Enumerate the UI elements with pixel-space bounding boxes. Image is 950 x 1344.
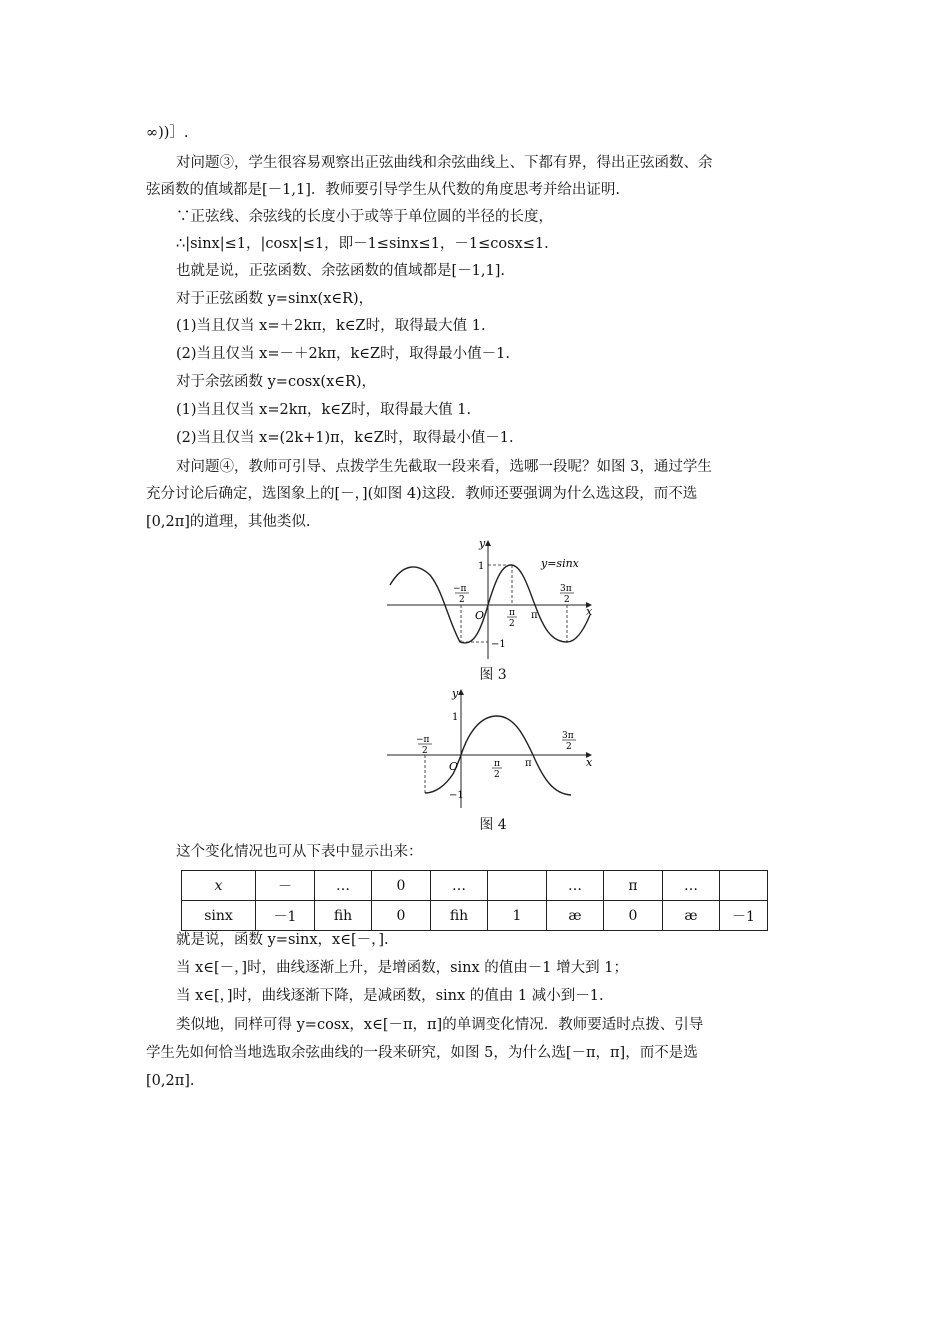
tick-one: 1 xyxy=(478,561,485,572)
tick-neg-one: −1 xyxy=(449,790,464,801)
text-line: 也就是说，正弦函数、余弦函数的值域都是[－1,1]. xyxy=(176,263,505,279)
text-line: 对于正弦函数 y=sinx(x∈R)， xyxy=(176,291,374,307)
table-cell: æ xyxy=(547,901,604,931)
tick-three-half-pi-den: 2 xyxy=(564,595,570,605)
x-axis-label: x xyxy=(586,756,593,769)
table-cell: 0 xyxy=(604,901,663,931)
text-line: 类似地，同样可得 y=cosx，x∈[－π，π]的单调变化情况．教师要适时点拨、引导 xyxy=(176,1017,704,1033)
text-line: (2)当且仅当 x=－＋2kπ，k∈Z时，取得最小值－1. xyxy=(176,346,510,362)
text-line: ∞))］. xyxy=(146,125,189,141)
table-cell: … xyxy=(663,871,720,901)
text-line: (1)当且仅当 x=＋2kπ，k∈Z时，取得最大值 1. xyxy=(176,318,486,334)
tick-half-pi-num: π xyxy=(494,759,500,769)
tick-neg-half-pi-den: 2 xyxy=(459,595,465,605)
origin-label: O xyxy=(475,609,485,622)
table-cell: 0 xyxy=(372,901,431,931)
figure-3-sine-graph xyxy=(385,535,597,663)
func-label: y=sinx xyxy=(541,557,579,570)
table-cell: π xyxy=(604,871,663,901)
tick-three-half-pi-num: 3π xyxy=(560,584,572,594)
table-cell: －1 xyxy=(720,901,768,931)
tick-one: 1 xyxy=(452,712,459,723)
tick-three-half-pi-den: 2 xyxy=(566,742,572,752)
text-line: 对问题③，学生很容易观察出正弦曲线和余弦曲线上、下都有界，得出正弦函数、余 xyxy=(176,155,713,171)
y-axis-label: y xyxy=(452,687,459,700)
text-line: 学生先如何恰当地选取余弦曲线的一段来研究，如图 5，为什么选[－π，π]，而不是选 xyxy=(146,1045,698,1061)
figure-4-caption: 图 4 xyxy=(479,817,507,833)
text-line: [0,2π]. xyxy=(146,1073,195,1089)
tick-half-pi-den: 2 xyxy=(509,619,515,629)
table-cell: æ xyxy=(663,901,720,931)
tick-neg-one: −1 xyxy=(491,639,506,650)
figure-4-sine-graph xyxy=(385,686,597,810)
text-line: 充分讨论后确定，选图象上的[－，](如图 4)这段．教师还要强调为什么选这段，而不选 xyxy=(146,486,698,502)
text-line: 就是说，函数 y=sinx，x∈[－，]. xyxy=(176,932,389,948)
table-cell: x xyxy=(182,871,256,901)
figure-3-caption: 图 3 xyxy=(479,667,507,683)
sine-curve xyxy=(390,565,590,643)
table-cell xyxy=(488,871,547,901)
text-line: 对问题④，教师可引导、点拨学生先截取一段来看，选哪一段呢？如图 3，通过学生 xyxy=(176,459,712,475)
table-cell: 0 xyxy=(372,871,431,901)
table-row xyxy=(182,871,768,901)
table-cell: － xyxy=(256,871,315,901)
text-line: (1)当且仅当 x=2kπ，k∈Z时，取得最大值 1. xyxy=(176,402,472,418)
text-line: 当 x∈[，]时，曲线逐渐下降，是减函数，sinx 的值由 1 减小到－1. xyxy=(176,988,604,1004)
text-line: 当 x∈[－，]时，曲线逐渐上升，是增函数，sinx 的值由－1 增大到 1； xyxy=(176,960,628,976)
text-line: 对于余弦函数 y=cosx(x∈R)， xyxy=(176,374,377,390)
table-cell: … xyxy=(315,871,372,901)
table-cell: ﬁh xyxy=(431,901,488,931)
y-axis-label: y xyxy=(479,537,486,550)
table-row xyxy=(182,901,768,931)
table-cell: －1 xyxy=(256,901,315,931)
table-cell: … xyxy=(431,871,488,901)
tick-pi: π xyxy=(525,758,532,769)
text-line: 这个变化情况也可从下表中显示出来： xyxy=(176,844,423,860)
table-cell: ﬁh xyxy=(315,901,372,931)
table-cell xyxy=(720,871,768,901)
x-axis-label: x xyxy=(586,605,593,618)
table-cell: sinx xyxy=(182,901,256,931)
text-line: [0,2π]的道理，其他类似. xyxy=(146,514,311,530)
text-line: (2)当且仅当 x=(2k+1)π，k∈Z时，取得最小值－1. xyxy=(176,430,514,446)
tick-neg-half-pi-num: −π xyxy=(416,735,430,745)
text-line: ∵正弦线、余弦线的长度小于或等于单位圆的半径的长度， xyxy=(176,209,553,225)
tick-neg-half-pi-den: 2 xyxy=(422,746,428,756)
text-line: ∴|sinx|≤1，|cosx|≤1，即－1≤sinx≤1，－1≤cosx≤1. xyxy=(176,236,549,252)
tick-half-pi-den: 2 xyxy=(494,770,500,780)
tick-half-pi-num: π xyxy=(509,608,515,618)
tick-pi: π xyxy=(531,610,538,621)
text-line: 弦函数的值域都是[－1,1]．教师要引导学生从代数的角度思考并给出证明. xyxy=(146,182,620,198)
table-cell: … xyxy=(547,871,604,901)
tick-neg-half-pi-num: −π xyxy=(453,584,467,594)
variation-table xyxy=(181,870,768,931)
table-cell: 1 xyxy=(488,901,547,931)
origin-label: O xyxy=(449,760,459,773)
tick-three-half-pi-num: 3π xyxy=(562,731,574,741)
